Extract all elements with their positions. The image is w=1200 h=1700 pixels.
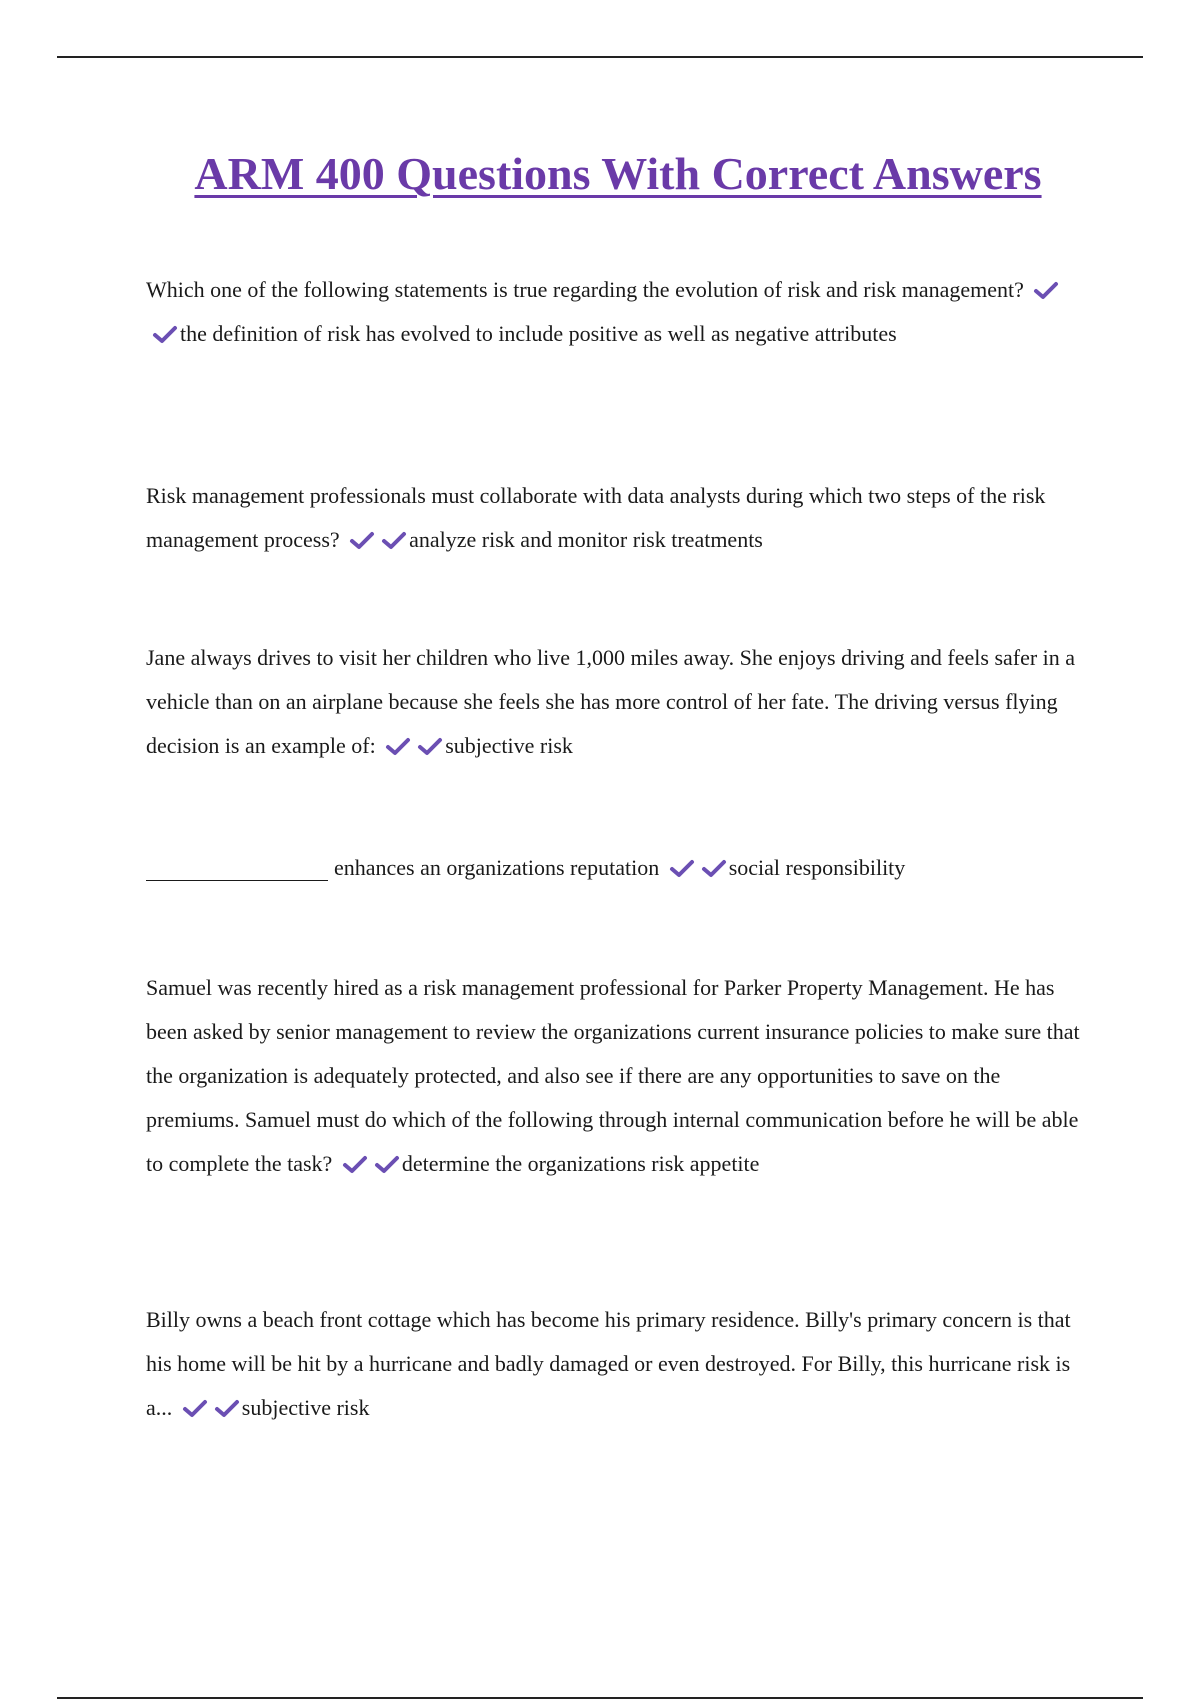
top-rule	[57, 56, 1143, 58]
fill-in-blank-line	[146, 856, 328, 881]
check-icon	[214, 1398, 240, 1418]
check-icon	[385, 736, 411, 756]
check-icon	[152, 324, 178, 344]
qa-item-5	[146, 966, 1086, 1186]
qa-item-2	[146, 474, 1086, 562]
question-text: enhances an organizations reputation	[334, 855, 660, 880]
question-text: Risk management professionals must collaborate with data analysts during which two steps of the risk management process?	[146, 483, 1046, 552]
check-icon	[381, 530, 407, 550]
qa-item-1	[146, 268, 1086, 356]
qa-item-4	[146, 846, 1086, 890]
check-icon	[417, 736, 443, 756]
document-title	[0, 146, 1200, 202]
qa-item-6	[146, 1298, 1086, 1430]
answer-text: the definition of risk has evolved to include positive as well as negative attributes	[180, 321, 897, 346]
answer-text: subjective risk	[241, 1395, 370, 1420]
check-icon	[342, 1154, 368, 1174]
check-icon	[701, 858, 727, 878]
check-icon	[669, 858, 695, 878]
question-text: Samuel was recently hired as a risk management professional for Parker Property Management. He has been asked by senior management to review the organizations current insurance policies to make sure that the organization is adequately protected, and also see if there are any opportunities to save on the premiums. Samuel must do which of the following through internal communication before he will be able to complete the task?	[146, 975, 1080, 1176]
check-icon	[349, 530, 375, 550]
answer-text: subjective risk	[445, 733, 573, 758]
question-text: Billy owns a beach front cottage which has become his primary residence. Billy's primary concern is that his home will be hit by a hurricane and badly damaged or even destroyed. For Billy, this hurricane risk is a...	[146, 1307, 1071, 1420]
answer-text: social responsibility	[728, 855, 906, 880]
question-text: Jane always drives to visit her children who live 1,000 miles away. She enjoys driving and feels safer in a vehicle than on an airplane because she feels she has more control of her fate. The driving versus flying decision is an example of:	[146, 645, 1076, 758]
bottom-rule	[57, 1697, 1143, 1699]
answer-text: determine the organizations risk appetite	[401, 1151, 760, 1176]
question-text: Which one of the following statements is true regarding the evolution of risk and risk management?	[146, 277, 1024, 302]
check-icon	[1033, 280, 1059, 300]
answer-text: analyze risk and monitor risk treatments	[409, 527, 763, 552]
document-title-text: ARM 400 Questions With Correct Answers	[194, 148, 1042, 199]
check-icon	[374, 1154, 400, 1174]
check-icon	[182, 1398, 208, 1418]
qa-item-3	[146, 636, 1086, 768]
